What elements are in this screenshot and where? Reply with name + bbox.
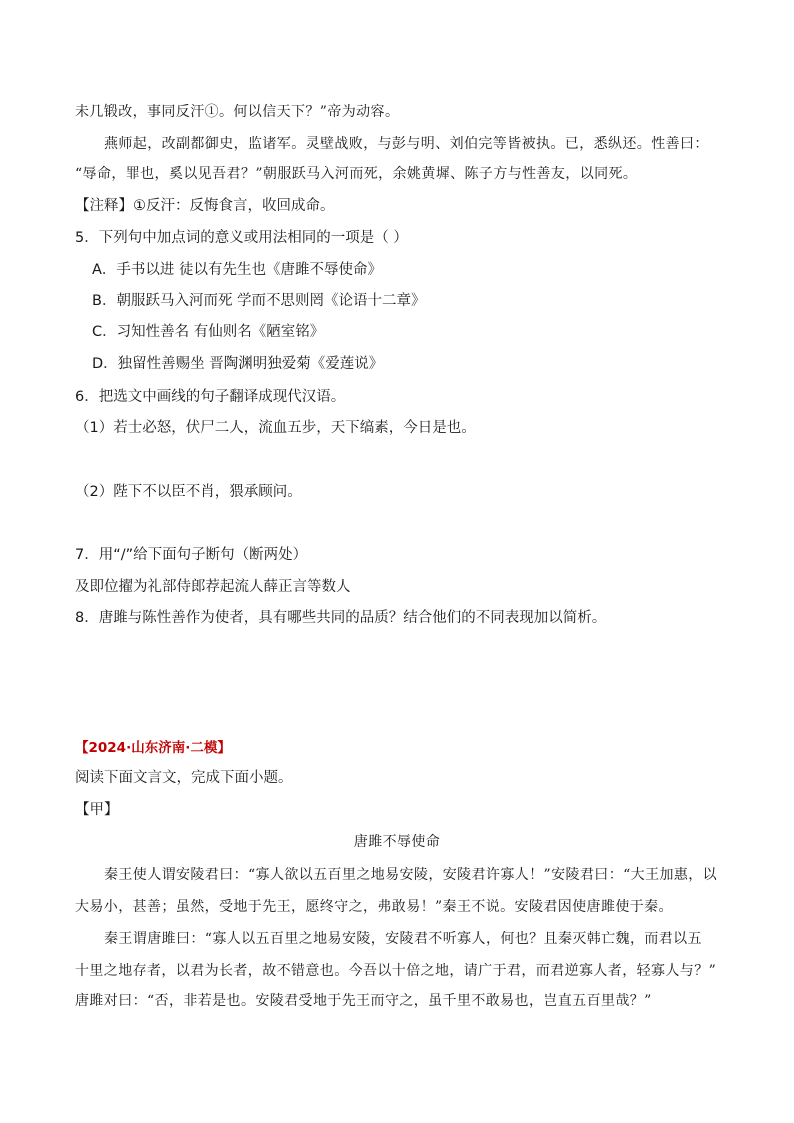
passage-line: 燕师起，改副都御史，监诸军。灵壁战败，与彭与明、刘伯完等皆被执。已，悉纵还。性善曰： [104,136,709,152]
source-tag: 【2024·山东济南·二模】 [75,740,231,756]
question-5-option-b: B．朝服跃马入河而死 学而不思则罔《论语十二章》 [92,293,426,309]
part-label: 【甲】 [75,802,119,818]
reading-instruction: 阅读下面文言文，完成下面小题。 [75,770,293,786]
question-7-stem: 7．用“/”给下面句子断句（断两处） [75,547,308,563]
question-8-stem: 8．唐雎与陈性善作为使者，具有哪些共同的品质？结合他们的不同表现加以简析。 [75,610,607,626]
passage-line: 唐雎对曰：“否，非若是也。安陵君受地于先王而守之，虽千里不敢易也，岂直五百里哉？” [75,993,652,1009]
question-7-sentence: 及即位擢为礼部侍郎荐起流人薛正言等数人 [75,579,351,595]
passage-line: 秦王谓唐雎曰：“寡人以五百里之地易安陵，安陵君不听寡人，何也？且秦灭韩亡魏，而君以五 [104,931,702,947]
passage-line: 未几锻改，事同反汗①。何以信天下？”帝为动容。 [75,104,400,120]
passage-line: 大易小，甚善；虽然，受地于先王，愿终守之，弗敢易！”秦王不说。安陵君因使唐雎使于秦。 [75,899,673,915]
passage-line: “辱命，罪也，奚以见吾君？”朝服跃马入河而死，余姚黄墀、陈子方与性善友，以同死。 [75,166,638,182]
passage-line: 十里之地存者，以君为长者，故不错意也。今吾以十倍之地，请广于君，而君逆寡人者，轻寡人与？” [75,963,717,979]
question-5-option-a: A．手书以进 徒以有先生也《唐雎不辱使命》 [92,262,383,278]
annotation-note: 【注释】①反汗：反悔食言，收回成命。 [75,198,335,214]
question-5-option-c: C．习知性善名 有仙则名《陋室铭》 [92,324,325,340]
question-6-sub-1: （1）若士必怒，伏尸二人，流血五步，天下缟素，今日是也。 [75,420,476,436]
question-5-option-d: D．独留性善赐坐 晋陶渊明独爱菊《爱莲说》 [92,356,384,372]
question-6-sub-2: （2）陛下不以臣不肖，猥承顾问。 [75,484,302,500]
passage-line: 秦王使人谓安陵君曰：“寡人欲以五百里之地易安陵，安陵君许寡人！”安陵君曰：“大王加惠，以 [104,867,718,883]
question-6-stem: 6．把选文中画线的句子翻译成现代汉语。 [75,389,346,405]
passage-title: 唐雎不辱使命 [353,834,441,850]
question-5-stem: 5．下列句中加点词的意义或用法相同的一项是（ ） [75,230,408,246]
